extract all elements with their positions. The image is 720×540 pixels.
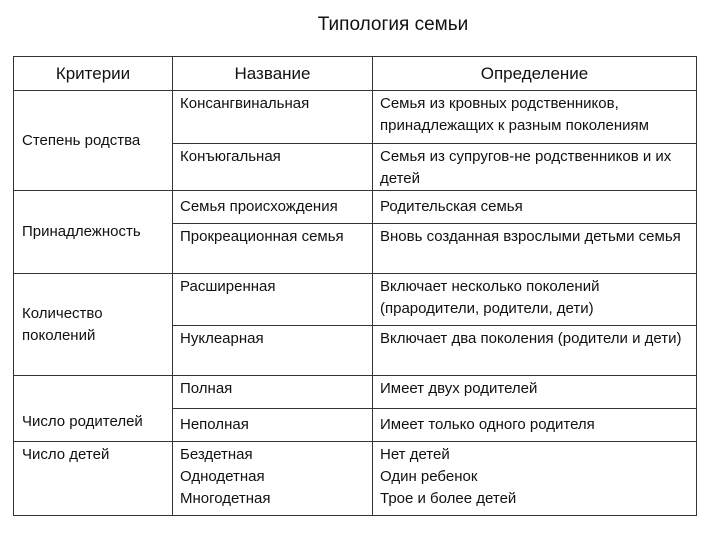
table-row	[14, 274, 697, 326]
table-row	[14, 376, 697, 409]
name-cell: Консангвинальная	[173, 91, 373, 144]
definition-cell: Семья из кровных родственников, принадлежащих к разным поколениям	[373, 91, 697, 144]
criterion-cell: Количество поколений	[14, 274, 173, 376]
family-typology-table	[13, 56, 697, 516]
name-cell: Семья происхождения	[173, 191, 373, 224]
definition-cell: Вновь созданная взрослыми детьми семья	[373, 224, 697, 274]
header-definition: Определение	[373, 57, 697, 91]
name-cell: Полная	[173, 376, 373, 409]
criterion-cell: Принадлежность	[14, 191, 173, 274]
criterion-cell: Число детей	[14, 442, 173, 516]
definition-cell: Нет детей Один ребенок Трое и более детей	[373, 442, 697, 516]
table-row	[14, 191, 697, 224]
definition-cell: Включает несколько поколений (прародители, родители, дети)	[373, 274, 697, 326]
table-row	[14, 442, 697, 516]
definition-cell: Включает два поколения (родители и дети)	[373, 326, 697, 376]
definition-cell: Родительская семья	[373, 191, 697, 224]
name-cell: Бездетная Однодетная Многодетная	[173, 442, 373, 516]
header-criteria: Критерии	[14, 57, 173, 91]
table-header-row	[14, 57, 697, 91]
name-cell: Конъюгальная	[173, 144, 373, 191]
criterion-cell: Степень родства	[14, 91, 173, 191]
page-title: Типология семьи	[317, 14, 469, 35]
definition-cell: Имеет двух родителей	[373, 376, 697, 409]
name-cell: Прокреационная семья	[173, 224, 373, 274]
name-cell: Неполная	[173, 409, 373, 442]
name-cell: Нуклеарная	[173, 326, 373, 376]
criterion-cell: Число родителей	[14, 376, 173, 442]
definition-cell: Имеет только одного родителя	[373, 409, 697, 442]
header-name: Название	[173, 57, 373, 91]
definition-cell: Семья из супругов-не родственников и их детей	[373, 144, 697, 191]
name-cell: Расширенная	[173, 274, 373, 326]
table-row	[14, 91, 697, 144]
